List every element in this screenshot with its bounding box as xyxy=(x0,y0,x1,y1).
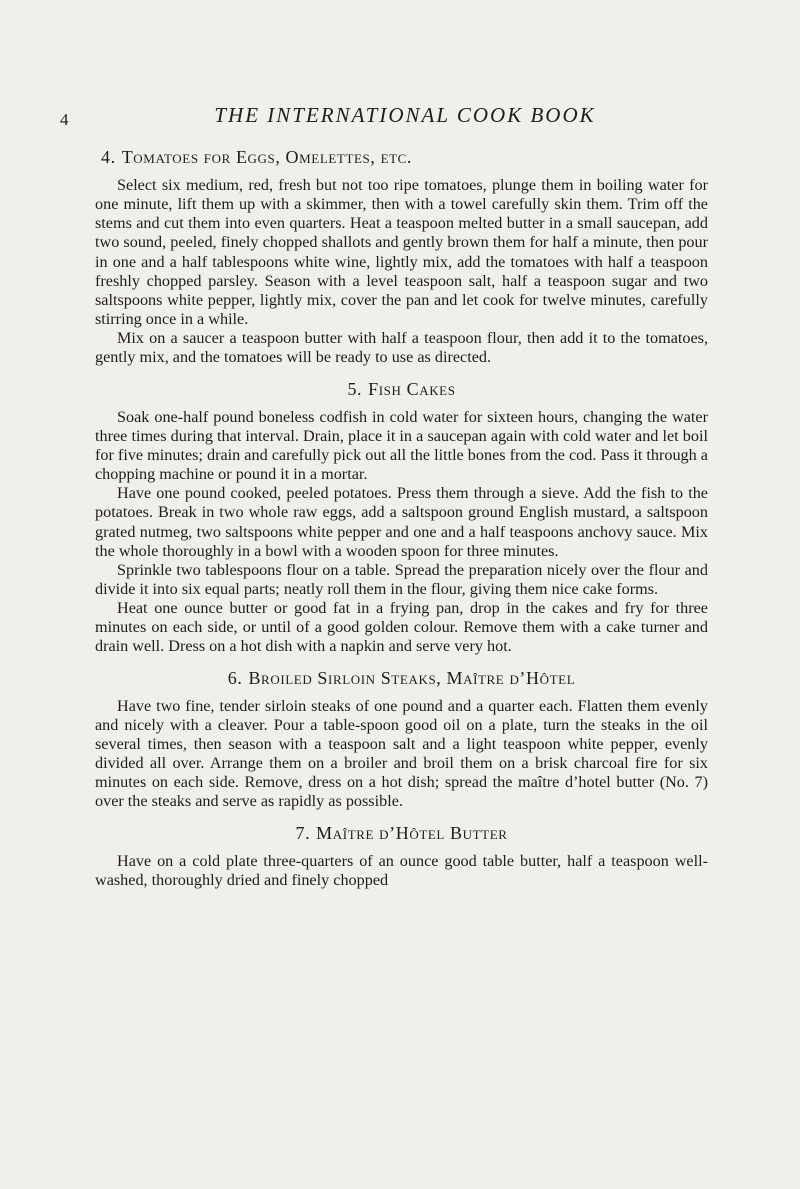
recipe-title xyxy=(95,378,708,400)
running-head: THE INTERNATIONAL COOK BOOK xyxy=(214,103,596,127)
paragraph: Soak one-half pound boneless codfish in cold water for sixteen hours, changing the water three times during that interval. Drain, place it in a saucepan again with cold water and let boil for five minutes; drain and carefully pick out all the little bones from the cod. Pass it through a chopping machine or pound it in a mortar. xyxy=(95,407,708,484)
recipe-section xyxy=(95,667,708,812)
recipe-title-text: Fish Cakes xyxy=(368,378,456,399)
recipe-section xyxy=(95,378,708,657)
page-number: 4 xyxy=(60,110,69,129)
recipe-number: 5. xyxy=(347,378,363,399)
recipe-number: 6. xyxy=(227,667,243,688)
recipe-section xyxy=(95,822,708,890)
paragraph: Have two fine, tender sirloin steaks of one pound and a quarter each. Flatten them evenly and nicely with a cleaver. Pour a table-spoon good oil on a plate, turn the steaks in the oil several times, then season with a teaspoon salt and a light teaspoon white pepper, evenly divided all over. Arrange them on a broiler and broil them on a brisk charcoal fire for six minutes on each side. Remove, dress on a hot dish; spread the maître d’hotel butter (No. 7) over the steaks and serve as rapidly as possible. xyxy=(95,696,708,811)
recipe-title-text: Broiled Sirloin Steaks, Maître d’Hôtel xyxy=(248,667,576,688)
recipe-number: 7. xyxy=(295,822,311,843)
recipe-title xyxy=(95,822,708,844)
page-body xyxy=(95,146,708,890)
recipe-section xyxy=(95,146,708,368)
recipe-title xyxy=(95,667,708,689)
paragraph: Sprinkle two tablespoons flour on a table. Spread the preparation nicely over the flour and divide it into six equal parts; neatly roll them in the flour, giving them nice cake forms. xyxy=(95,560,708,598)
paragraph: Mix on a saucer a teaspoon butter with half a teaspoon flour, then add it to the tomatoes, gently mix, and the tomatoes will be ready to use as directed. xyxy=(95,329,708,367)
paragraph: Have one pound cooked, peeled potatoes. Press them through a sieve. Add the fish to the potatoes. Break in two whole raw eggs, add a saltspoon ground English mustard, a saltspoon grated nutmeg, two saltspoons white pepper and one and a half teaspoons anchovy sauce. Mix the whole thoroughly in a bowl with a wooden spoon for three minutes. xyxy=(95,484,708,560)
recipe-title xyxy=(95,146,708,168)
paragraph: Heat one ounce butter or good fat in a frying pan, drop in the cakes and fry for three minutes on each side, or until of a good golden colour. Remove them with a cake turner and drain well. Dress on a hot dish with a napkin and serve very hot. xyxy=(95,599,708,656)
recipe-number: 4. xyxy=(101,147,116,167)
recipe-title-text: Tomatoes for Eggs, Omelettes, etc. xyxy=(121,147,413,167)
paragraph: Have on a cold plate three-quarters of an ounce good table butter, half a teaspoon well-washed, thoroughly dried and finely chopped xyxy=(95,851,708,889)
paragraph: Select six medium, red, fresh but not too ripe tomatoes, plunge them in boiling water for one minute, lift them up with a skimmer, then with a towel carefully skin them. Trim off the stems and cut them into even quarters. Heat a teaspoon melted butter in a small saucepan, add two sound, peeled, finely chopped shallots and gently brown them for half a minute, then pour in one and a half tablespoons white wine, lightly mix, add the tomatoes with half a teaspoon freshly chopped parsley. Season with a level teaspoon salt, half a teaspoon sugar and two saltspoons white pepper, lightly mix, cover the pan and let cook for twelve minutes, carefully stirring once in a while. xyxy=(95,176,708,329)
recipe-title-text: Maître d’Hôtel Butter xyxy=(316,822,508,843)
